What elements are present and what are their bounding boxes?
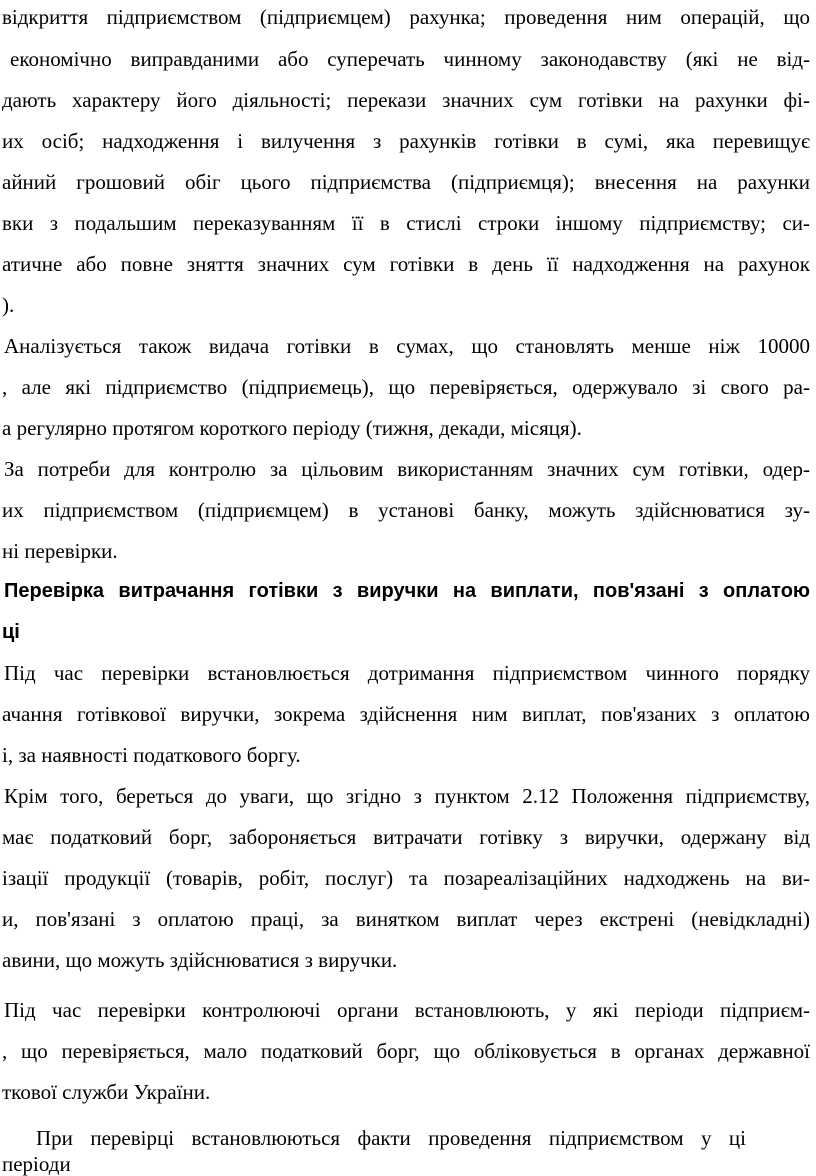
text-line: ткової служби України.	[2, 1080, 211, 1104]
text-line: має податковий борг, забороняється витрачати готівку з виручки, одержану від	[2, 825, 810, 849]
text-line: Аналізується також видача готівки в сумах, що становлять менше ніж 10000	[4, 334, 810, 358]
text-line: авини, що можуть здійснюватися з виручки.	[2, 948, 398, 972]
text-line: ).	[2, 293, 15, 317]
text-line: их підприємством (підприємцем) в установі банку, можуть здійснюватися зу-	[2, 498, 810, 522]
text-line: дають характеру його діяльності; перекази значних сум готівки на рахунки фі-	[2, 88, 810, 112]
text-line: и, пов'язані з оплатою праці, за винятком виплат через екстрені (невідкладні)	[2, 907, 810, 931]
text-line: атичне або повне зняття значних сум готівки в день її надходження на рахунок	[2, 252, 810, 276]
text-line: Під час перевірки встановлюється дотримання підприємством чинного порядку	[4, 661, 810, 685]
text-line: Крім того, береться до уваги, що згідно з пунктом 2.12 Положення підприємству,	[4, 784, 810, 808]
section-heading: Перевірка витрачання готівки з виручки на виплати, пов'язані з оплатою	[4, 580, 810, 602]
section-heading: ці	[2, 621, 20, 643]
text-line: ачання готівкової виручки, зокрема здійснення ним виплат, пов'язаних з оплатою	[2, 702, 810, 726]
text-line: періоди	[2, 1152, 71, 1176]
text-line: За потреби для контролю за цільовим використанням значних сум готівки, одер-	[4, 457, 810, 481]
text-line: ізації продукції (товарів, робіт, послуг) та позареалізаційних надходжень на ви-	[2, 866, 810, 890]
text-line: Під час перевірки контролюючі органи встановлюють, у які періоди підприєм-	[4, 998, 810, 1022]
text-line: , але які підприємство (підприємець), що перевіряється, одержувало зі свого ра-	[2, 375, 810, 399]
text-line: вки з подальшим переказуванням її в стислі строки іншому підприємству; си-	[2, 211, 810, 235]
text-line: , що перевіряється, мало податковий борг, що обліковується в органах державної	[2, 1039, 810, 1063]
text-line: а регулярно протягом короткого періоду (тижня, декади, місяця).	[2, 416, 582, 440]
text-line: економічно виправданими або суперечать чинному законодавству (які не від-	[10, 47, 810, 71]
text-line: айний грошовий обіг цього підприємства (підприємця); внесення на рахунки	[2, 170, 810, 194]
text-line: і, за наявності податкового боргу.	[2, 743, 301, 767]
text-line: их осіб; надходження і вилучення з рахунків готівки в сумі, яка перевищує	[2, 129, 810, 153]
text-line: відкриття підприємством (підприємцем) рахунка; проведення ним операцій, що	[2, 5, 810, 29]
text-line: ні перевірки.	[2, 539, 118, 563]
text-line: При перевірці встановлюються факти проведення підприємством у ці	[36, 1126, 746, 1150]
